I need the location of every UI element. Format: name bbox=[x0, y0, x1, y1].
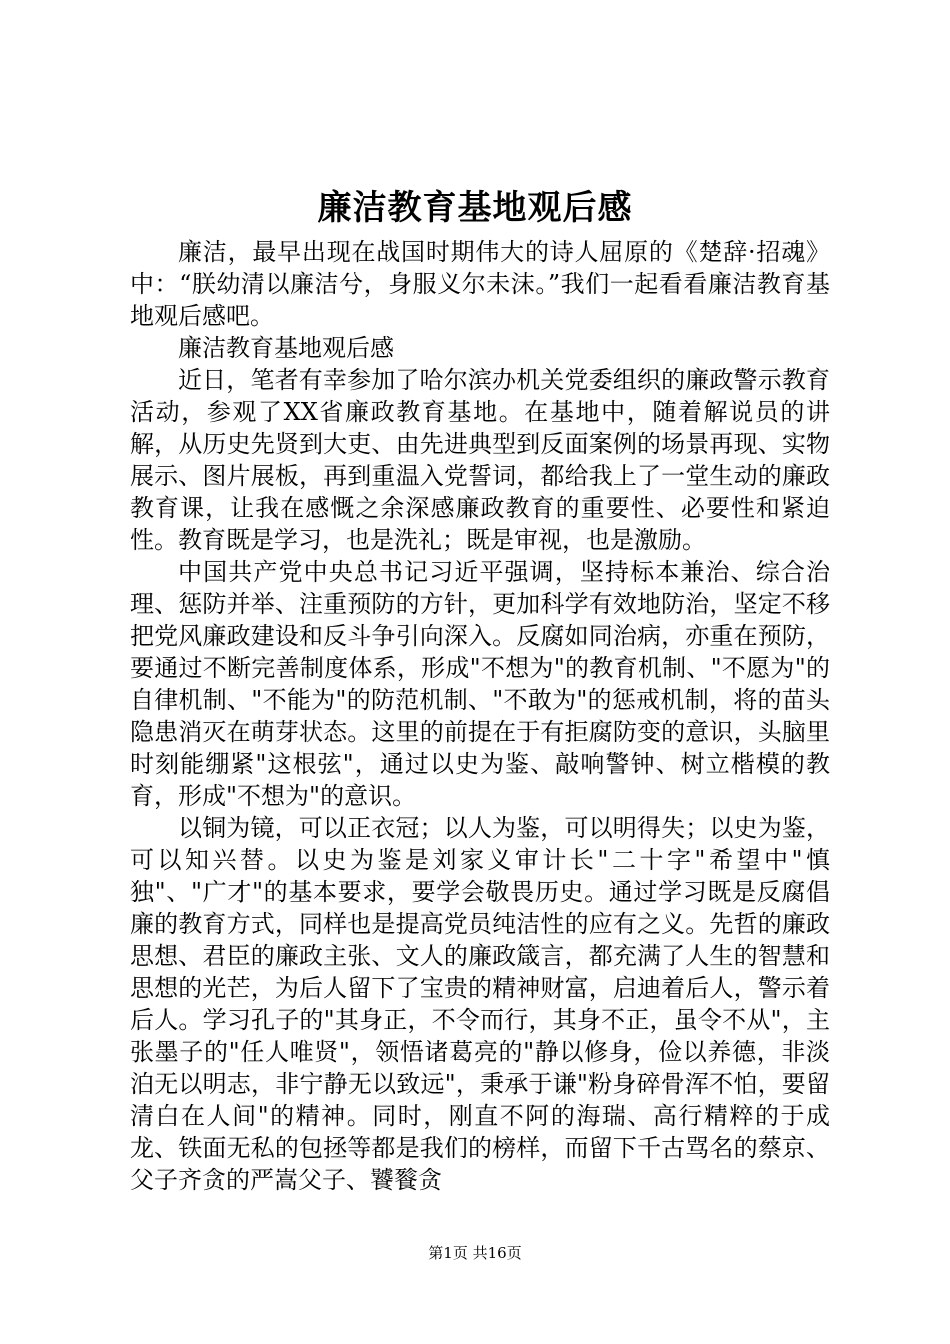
paragraph-history: 以铜为镜，可以正衣冠；以人为鉴，可以明得失；以史为鉴，可以知兴替。以史为鉴是刘家义审计长"二十字"希望中"慎独"、"广才"的基本要求，要学会敬畏历史。通过学习既是反腐倡廉的教育方式，同样也是提高党员纯洁性的应有之义。先哲的廉政思想、君臣的廉政主张、文人的廉政箴言，都充满了人生的智慧和思想的光芒，为后人留下了宝贵的精神财富，启迪着后人，警示着后人。学习孔子的"其身正，不令而行，其身不正，虽令不从"，主张墨子的"任人唯贤"，领悟诸葛亮的"静以修身，俭以养德，非淡泊无以明志，非宁静无以致远"，秉承于谦"粉身碎骨浑不怕，要留清白在人间"的精神。同时，刚直不阿的海瑞、高行精粹的于成龙、铁面无私的包拯等都是我们的榜样，而留下千古骂名的蔡京、父子齐贪的严嵩父子、饕餮贪 bbox=[130, 814, 830, 1194]
paragraph-visit: 近日，笔者有幸参加了哈尔滨办机关党委组织的廉政警示教育活动，参观了XX省廉政教育基地。在基地中，随着解说员的讲解，从历史先贤到大吏、由先进典型到反面案例的场景再现、实物展示、图片展板，再到重温入党誓词，都给我上了一堂生动的廉政教育课，让我在感慨之余深感廉政教育的重要性、必要性和紧迫性。教育既是学习，也是洗礼；既是审视，也是激励。 bbox=[130, 366, 830, 554]
paragraph-intro: 廉洁，最早出现在战国时期伟大的诗人屈原的《楚辞·招魂》中：“朕幼清以廉洁兮，身服义尔未沫。”我们一起看看廉洁教育基地观后感吧。 bbox=[130, 238, 830, 330]
document-title: 廉洁教育基地观后感 bbox=[317, 188, 633, 228]
document-body bbox=[130, 236, 830, 1196]
page-number-footer: 第1页 共16页 bbox=[428, 1244, 522, 1262]
paragraph-prevention: 中国共产党中央总书记习近平强调，坚持标本兼治、综合治理、惩防并举、注重预防的方针，更加科学有效地防治，坚定不移把党风廉政建设和反斗争引向深入。反腐如同治病，亦重在预防，要通过不断完善制度体系，形成"不想为"的教育机制、"不愿为"的自律机制、"不能为"的防范机制、"不敢为"的惩戒机制，将的苗头隐患消灭在萌芽状态。这里的前提在于有拒腐防变的意识，头脑里时刻能绷紧"这根弦"，通过以史为鉴、敲响警钟、树立楷模的教育，形成"不想为"的意识。 bbox=[130, 558, 830, 810]
paragraph-subtitle: 廉洁教育基地观后感 bbox=[178, 334, 394, 362]
